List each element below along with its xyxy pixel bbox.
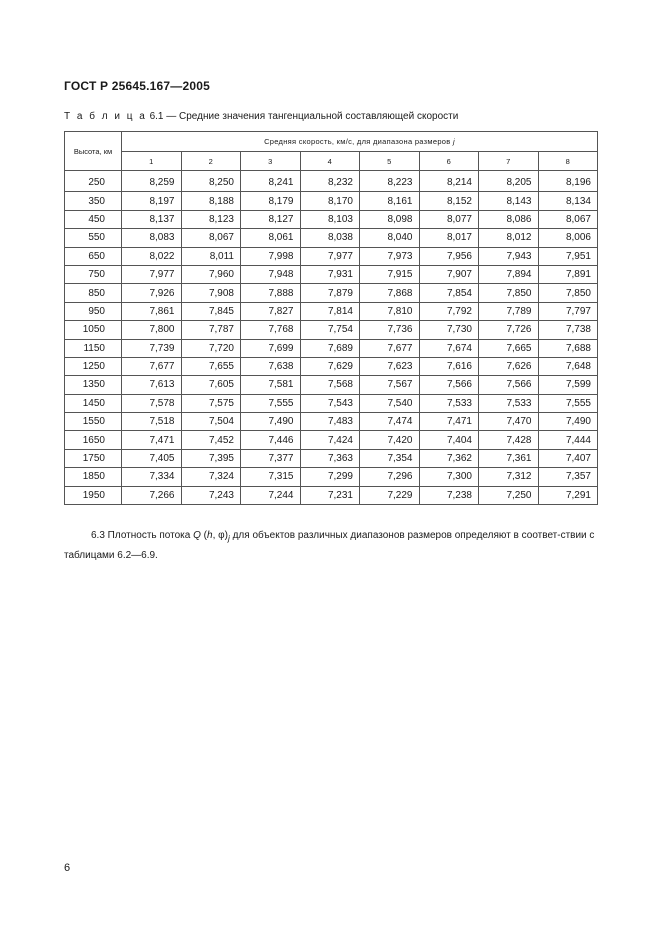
velocity-cell: 7,845 — [181, 302, 241, 320]
velocity-cell: 7,688 — [538, 339, 598, 357]
velocity-cell: 7,444 — [538, 431, 598, 449]
velocity-cell: 8,161 — [360, 192, 420, 210]
standard-code: ГОСТ Р 25645.167—2005 — [64, 79, 210, 93]
velocity-cell: 7,915 — [360, 265, 420, 283]
column-number-header: 5 — [360, 152, 420, 171]
velocity-cell: 7,504 — [181, 413, 241, 431]
velocity-cell: 7,726 — [479, 321, 539, 339]
velocity-cell: 7,568 — [300, 376, 360, 394]
table-row — [65, 339, 598, 357]
velocity-cell: 7,730 — [419, 321, 479, 339]
height-column-header: Высота, км — [65, 132, 122, 171]
velocity-cell: 7,926 — [122, 284, 182, 302]
velocity-cell: 7,300 — [419, 468, 479, 486]
table-caption-number: 6.1 — [149, 111, 164, 122]
height-cell: 750 — [65, 265, 122, 283]
velocity-cell: 7,623 — [360, 357, 420, 375]
velocity-cell: 7,566 — [479, 376, 539, 394]
velocity-cell: 8,038 — [300, 229, 360, 247]
velocity-cell: 8,214 — [419, 171, 479, 192]
velocity-cell: 7,361 — [479, 449, 539, 467]
velocity-cell: 7,533 — [479, 394, 539, 412]
velocity-cell: 7,689 — [300, 339, 360, 357]
velocity-cell: 7,266 — [122, 486, 182, 504]
velocity-cell: 7,446 — [241, 431, 301, 449]
velocity-cell: 7,613 — [122, 376, 182, 394]
height-cell: 950 — [65, 302, 122, 320]
velocity-cell: 7,891 — [538, 265, 598, 283]
velocity-cell: 7,850 — [479, 284, 539, 302]
table-row — [65, 321, 598, 339]
velocity-cell: 7,299 — [300, 468, 360, 486]
velocity-cell: 7,362 — [419, 449, 479, 467]
velocity-cell: 8,259 — [122, 171, 182, 192]
velocity-cell: 7,960 — [181, 265, 241, 283]
velocity-cell: 8,127 — [241, 210, 301, 228]
height-cell: 1950 — [65, 486, 122, 504]
velocity-cell: 7,243 — [181, 486, 241, 504]
velocity-cell: 8,077 — [419, 210, 479, 228]
velocity-cell: 7,599 — [538, 376, 598, 394]
table-row — [65, 431, 598, 449]
height-cell: 1850 — [65, 468, 122, 486]
height-cell: 350 — [65, 192, 122, 210]
table-row — [65, 486, 598, 504]
velocity-cell: 7,677 — [122, 357, 182, 375]
velocity-cell: 7,616 — [419, 357, 479, 375]
table-row — [65, 394, 598, 412]
velocity-cell: 7,738 — [538, 321, 598, 339]
velocity-cell: 7,231 — [300, 486, 360, 504]
velocity-cell: 8,006 — [538, 229, 598, 247]
column-number-header: 6 — [419, 152, 479, 171]
velocity-cell: 7,377 — [241, 449, 301, 467]
velocity-cell: 8,011 — [181, 247, 241, 265]
velocity-cell: 7,977 — [122, 265, 182, 283]
velocity-cell: 8,061 — [241, 229, 301, 247]
velocity-cell: 8,197 — [122, 192, 182, 210]
speed-column-group-header: Средняя скорость, км/с, для диапазона размеров j — [122, 132, 598, 152]
velocity-cell: 7,354 — [360, 449, 420, 467]
height-cell: 1650 — [65, 431, 122, 449]
velocity-cell: 7,629 — [300, 357, 360, 375]
table-caption-label: Т а б л и ц а — [64, 111, 147, 122]
table-body — [65, 171, 598, 505]
velocity-cell: 7,998 — [241, 247, 301, 265]
column-number-row — [65, 152, 598, 171]
velocity-cell: 7,948 — [241, 265, 301, 283]
height-cell: 450 — [65, 210, 122, 228]
velocity-cell: 8,232 — [300, 171, 360, 192]
velocity-cell: 8,170 — [300, 192, 360, 210]
table-row — [65, 229, 598, 247]
table-row — [65, 265, 598, 283]
velocity-cell: 7,754 — [300, 321, 360, 339]
height-cell: 1450 — [65, 394, 122, 412]
table-row — [65, 247, 598, 265]
velocity-cell: 8,152 — [419, 192, 479, 210]
column-number-header: 1 — [122, 152, 182, 171]
velocity-cell: 7,861 — [122, 302, 182, 320]
velocity-cell: 7,452 — [181, 431, 241, 449]
velocity-cell: 7,518 — [122, 413, 182, 431]
velocity-cell: 7,395 — [181, 449, 241, 467]
velocity-cell: 7,363 — [300, 449, 360, 467]
column-number-header: 7 — [479, 152, 539, 171]
velocity-cell: 7,250 — [479, 486, 539, 504]
velocity-cell: 7,827 — [241, 302, 301, 320]
velocity-cell: 7,238 — [419, 486, 479, 504]
velocity-cell: 7,578 — [122, 394, 182, 412]
velocity-cell: 7,470 — [479, 413, 539, 431]
velocity-cell: 7,471 — [419, 413, 479, 431]
column-number-header: 8 — [538, 152, 598, 171]
velocity-cell: 7,334 — [122, 468, 182, 486]
velocity-cell: 7,699 — [241, 339, 301, 357]
velocity-cell: 7,951 — [538, 247, 598, 265]
velocity-cell: 7,605 — [181, 376, 241, 394]
velocity-cell: 8,143 — [479, 192, 539, 210]
velocity-cell: 7,490 — [538, 413, 598, 431]
table-row — [65, 284, 598, 302]
velocity-cell: 7,850 — [538, 284, 598, 302]
table-row — [65, 357, 598, 375]
paragraph-6-3: 6.3 Плотность потока Q (h, $\varphi)_j$ для объектов различных диапазонов размеров определяют в соответ-ствии с таблицами 6.2—6.9. — [64, 530, 595, 561]
velocity-cell: 7,888 — [241, 284, 301, 302]
height-cell: 550 — [65, 229, 122, 247]
table-row — [65, 376, 598, 394]
velocity-cell: 7,787 — [181, 321, 241, 339]
table-row — [65, 171, 598, 192]
velocity-cell: 7,977 — [300, 247, 360, 265]
height-cell: 1050 — [65, 321, 122, 339]
velocity-cell: 7,315 — [241, 468, 301, 486]
velocity-cell: 7,566 — [419, 376, 479, 394]
velocity-cell: 7,357 — [538, 468, 598, 486]
velocity-cell: 7,626 — [479, 357, 539, 375]
page-number: 6 — [64, 862, 71, 874]
velocity-cell: 7,291 — [538, 486, 598, 504]
velocity-cell: 7,973 — [360, 247, 420, 265]
velocity-cell: 7,420 — [360, 431, 420, 449]
velocity-cell: 7,490 — [241, 413, 301, 431]
height-cell: 1350 — [65, 376, 122, 394]
velocity-cell: 7,792 — [419, 302, 479, 320]
velocity-cell: 7,720 — [181, 339, 241, 357]
velocity-cell: 8,179 — [241, 192, 301, 210]
velocity-cell: 8,134 — [538, 192, 598, 210]
velocity-cell: 8,067 — [181, 229, 241, 247]
velocity-cell: 8,250 — [181, 171, 241, 192]
height-cell: 250 — [65, 171, 122, 192]
velocity-cell: 7,768 — [241, 321, 301, 339]
velocity-cell: 7,533 — [419, 394, 479, 412]
velocity-cell: 7,471 — [122, 431, 182, 449]
velocity-cell: 7,555 — [538, 394, 598, 412]
table-row — [65, 210, 598, 228]
velocity-cell: 7,655 — [181, 357, 241, 375]
column-number-header: 4 — [300, 152, 360, 171]
velocity-cell: 7,907 — [419, 265, 479, 283]
table-caption — [64, 111, 458, 122]
velocity-cell: 7,648 — [538, 357, 598, 375]
table-row — [65, 192, 598, 210]
velocity-cell: 7,797 — [538, 302, 598, 320]
velocity-cell: 7,296 — [360, 468, 420, 486]
velocity-cell: 7,555 — [241, 394, 301, 412]
velocity-cell: 7,677 — [360, 339, 420, 357]
velocity-cell: 7,540 — [360, 394, 420, 412]
velocity-cell: 8,040 — [360, 229, 420, 247]
column-number-header: 3 — [241, 152, 301, 171]
velocity-cell: 8,241 — [241, 171, 301, 192]
height-cell: 1750 — [65, 449, 122, 467]
table-row — [65, 449, 598, 467]
velocity-cell: 7,312 — [479, 468, 539, 486]
velocity-cell: 7,407 — [538, 449, 598, 467]
velocity-cell: 8,137 — [122, 210, 182, 228]
table-row — [65, 468, 598, 486]
height-cell: 1250 — [65, 357, 122, 375]
velocity-cell: 7,581 — [241, 376, 301, 394]
velocity-cell: 7,665 — [479, 339, 539, 357]
height-cell: 850 — [65, 284, 122, 302]
velocity-cell: 7,324 — [181, 468, 241, 486]
velocity-cell: 8,012 — [479, 229, 539, 247]
velocity-cell: 7,674 — [419, 339, 479, 357]
velocity-table — [64, 131, 598, 505]
velocity-cell: 7,789 — [479, 302, 539, 320]
velocity-cell: 7,814 — [300, 302, 360, 320]
velocity-cell: 7,943 — [479, 247, 539, 265]
velocity-cell: 7,428 — [479, 431, 539, 449]
velocity-cell: 7,854 — [419, 284, 479, 302]
velocity-cell: 7,810 — [360, 302, 420, 320]
velocity-cell: 8,196 — [538, 171, 598, 192]
table-row — [65, 413, 598, 431]
velocity-cell: 8,067 — [538, 210, 598, 228]
velocity-cell: 7,879 — [300, 284, 360, 302]
velocity-cell: 8,022 — [122, 247, 182, 265]
velocity-cell: 7,244 — [241, 486, 301, 504]
velocity-cell: 7,229 — [360, 486, 420, 504]
velocity-cell: 8,205 — [479, 171, 539, 192]
velocity-cell: 7,474 — [360, 413, 420, 431]
velocity-cell: 8,098 — [360, 210, 420, 228]
velocity-cell: 7,404 — [419, 431, 479, 449]
velocity-cell: 8,086 — [479, 210, 539, 228]
velocity-cell: 8,123 — [181, 210, 241, 228]
velocity-cell: 8,103 — [300, 210, 360, 228]
velocity-cell: 8,083 — [122, 229, 182, 247]
velocity-cell: 7,908 — [181, 284, 241, 302]
velocity-cell: 7,800 — [122, 321, 182, 339]
velocity-cell: 8,223 — [360, 171, 420, 192]
velocity-cell: 7,483 — [300, 413, 360, 431]
table-row — [65, 302, 598, 320]
height-cell: 650 — [65, 247, 122, 265]
velocity-cell: 7,868 — [360, 284, 420, 302]
height-cell: 1550 — [65, 413, 122, 431]
velocity-cell: 8,188 — [181, 192, 241, 210]
velocity-cell: 7,894 — [479, 265, 539, 283]
velocity-cell: 7,739 — [122, 339, 182, 357]
height-cell: 1150 — [65, 339, 122, 357]
velocity-cell: 7,424 — [300, 431, 360, 449]
velocity-cell: 7,567 — [360, 376, 420, 394]
velocity-cell: 7,405 — [122, 449, 182, 467]
velocity-cell: 7,736 — [360, 321, 420, 339]
column-number-header: 2 — [181, 152, 241, 171]
velocity-cell: 7,956 — [419, 247, 479, 265]
table-caption-text: — Средние значения тангенциальной составляющей скорости — [163, 111, 459, 122]
velocity-cell: 7,638 — [241, 357, 301, 375]
velocity-cell: 7,931 — [300, 265, 360, 283]
velocity-cell: 7,543 — [300, 394, 360, 412]
velocity-cell: 7,575 — [181, 394, 241, 412]
velocity-cell: 8,017 — [419, 229, 479, 247]
